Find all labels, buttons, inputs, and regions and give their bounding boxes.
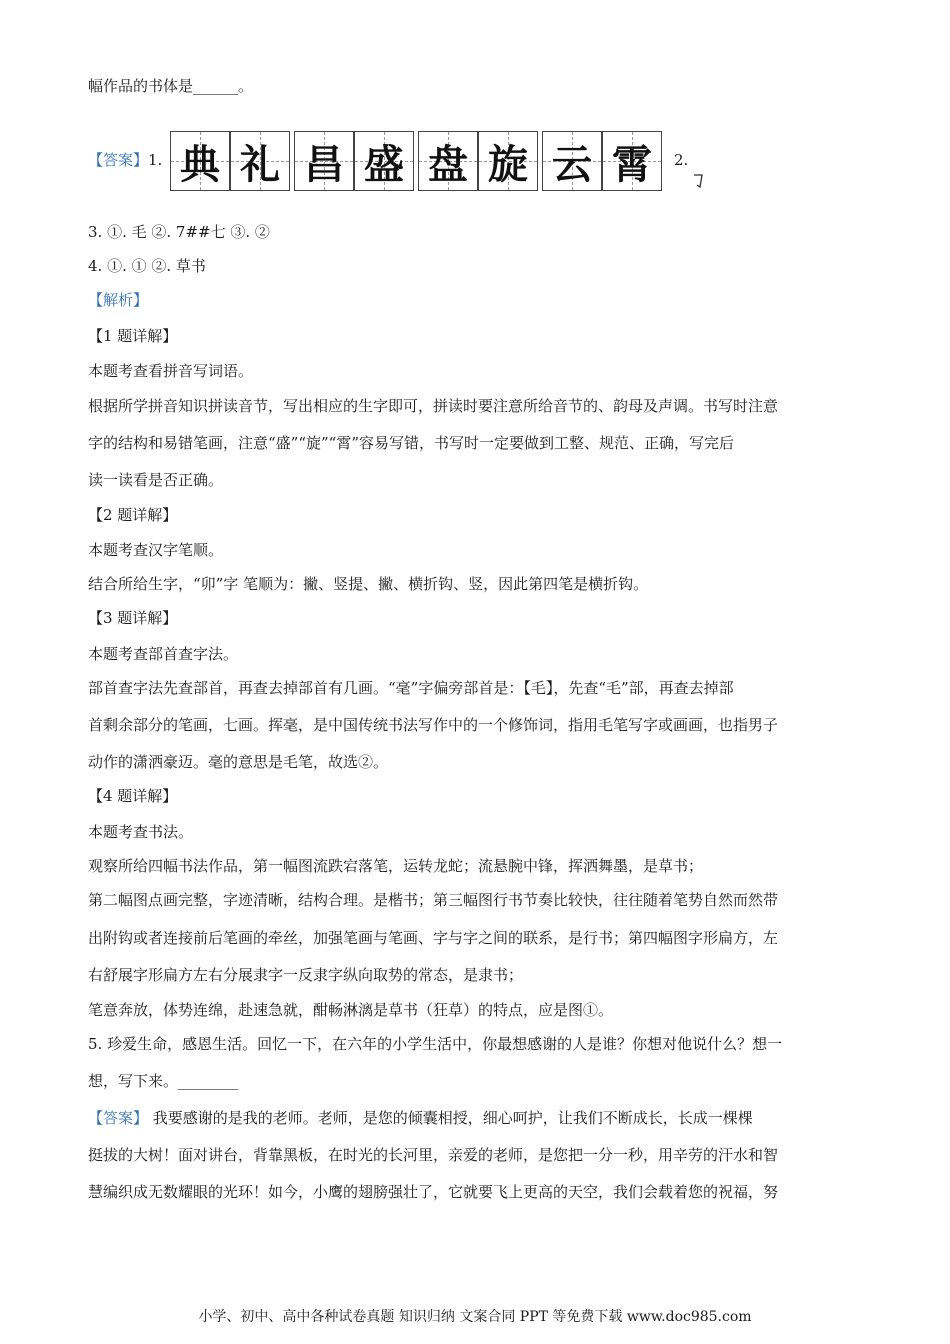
- paragraph-line: 部首查字法先查部首，再查去掉部首有几画。“毫”字偏旁部首是：【毛】，先查“毛”部，再查去掉部: [88, 679, 734, 697]
- question-5: 5. 珍爱生命，感恩生活。回忆一下，在六年的小学生活中，你最想感谢的人是谁？你想对他说什么？想一: [88, 1035, 783, 1053]
- paragraph-line: 右舒展字形扁方左右分展隶字一反隶字纵向取势的常态，是隶书；: [88, 966, 524, 984]
- answer-q3: 3. ①. 毛 ②. 7##七 ③. ②: [88, 223, 270, 241]
- hengzhegou-stroke-icon: [692, 172, 706, 190]
- character-grid: [170, 131, 666, 191]
- grid-cell: 霄: [602, 131, 662, 191]
- paragraph-line: 首剩余部分的笔画，七画。挥毫，是中国传统书法写作中的一个修饰词，指用毛笔写字或画画，也指男子: [88, 716, 779, 734]
- page-footer: 小学、初中、高中各种试卷真题 知识归纳 文案合同 PPT 等免费下载 www.doc985.com: [198, 1309, 752, 1325]
- word-pair-2: [294, 131, 414, 191]
- answer-5-text: 我要感谢的是我的老师。老师，是您的倾囊相授，细心呵护，让我们不断成长，长成一棵棵: [148, 1109, 753, 1127]
- answer-label: 【答案】: [88, 151, 149, 169]
- grid-cell: 盘: [418, 131, 478, 191]
- paragraph-line: 挺拔的大树！面对讲台，背靠黑板，在时光的长河里，亲爱的老师，是您把一分一秒，用辛劳的汗水和智: [88, 1146, 779, 1164]
- detail-1-heading: 【1 题详解】: [88, 327, 178, 345]
- answer-q4: 4. ①. ① ②. 草书: [88, 257, 206, 275]
- answer-5-label: 【答案】: [88, 1109, 149, 1127]
- detail-4-heading: 【4 题详解】: [88, 787, 178, 805]
- grid-cell: 盛: [354, 131, 414, 191]
- paragraph-line: 根据所学拼音知识拼读音节，写出相应的生字即可，拼读时要注意所给音节的、韵母及声调。书写时注意: [88, 397, 779, 415]
- paragraph-line: 本题考查汉字笔顺。: [88, 541, 224, 559]
- grid-cell: 旋: [478, 131, 538, 191]
- answer-5: [88, 1108, 753, 1128]
- paragraph-line: 结合所给生字，“卯”字 笔顺为：撇、竖提、撇、横折钩、竖，因此第四笔是横折钩。: [88, 575, 649, 593]
- paragraph-line: 出附钩或者连接前后笔画的牵丝，加强笔画与笔画、字与字之间的联系，是行书；第四幅图字形扁方，左: [88, 929, 779, 947]
- grid-cell: 典: [170, 131, 230, 191]
- paragraph-line: 笔意奔放，体势连绵，赴速急就，酣畅淋漓是草书（狂草）的特点，应是图①。: [88, 1001, 614, 1019]
- paragraph-line: 动作的潇洒豪迈。毫的意思是毛笔，故选②。: [88, 753, 389, 771]
- detail-3-heading: 【3 题详解】: [88, 609, 178, 627]
- paragraph-line: 读一读看是否正确。: [88, 471, 224, 489]
- analysis-heading: 【解析】: [88, 291, 149, 309]
- grid-cell: 礼: [230, 131, 290, 191]
- word-pair-4: [542, 131, 662, 191]
- detail-2-heading: 【2 题详解】: [88, 506, 178, 524]
- answer-row-1: [88, 150, 162, 170]
- q1-number: 1.: [148, 151, 163, 169]
- paragraph-line: 本题考查部首查字法。: [88, 645, 239, 663]
- question-tail: 幅作品的书体是______。: [88, 77, 254, 95]
- word-pair-1: [170, 131, 290, 191]
- paragraph-line: 慧编织成无数耀眼的光环！如今，小鹰的翅膀强壮了，它就要飞上更高的天空，我们会载着您的祝福，努: [88, 1183, 779, 1201]
- paragraph-line: 观察所给四幅书法作品，第一幅图流跌宕落笔，运转龙蛇；流悬腕中锋，挥洒舞墨，是草书；: [88, 857, 704, 875]
- word-pair-3: [418, 131, 538, 191]
- paragraph-line: 字的结构和易错笔画，注意“盛”“旋”“霄”容易写错，书写时一定要做到工整、规范、正确，写完后: [88, 434, 735, 452]
- grid-cell: 云: [542, 131, 602, 191]
- paragraph-line: 本题考查书法。: [88, 823, 194, 841]
- paragraph-line: 第二幅图点画完整，字迹清晰，结构合理。是楷书；第三幅图行书节奏比较快，往往随着笔势自然而然带: [88, 891, 779, 909]
- q2-number: 2.: [674, 151, 689, 169]
- grid-cell: 昌: [294, 131, 354, 191]
- paragraph-line: 本题考查看拼音写词语。: [88, 362, 254, 380]
- question-5-cont: 想，写下来。________: [88, 1072, 239, 1090]
